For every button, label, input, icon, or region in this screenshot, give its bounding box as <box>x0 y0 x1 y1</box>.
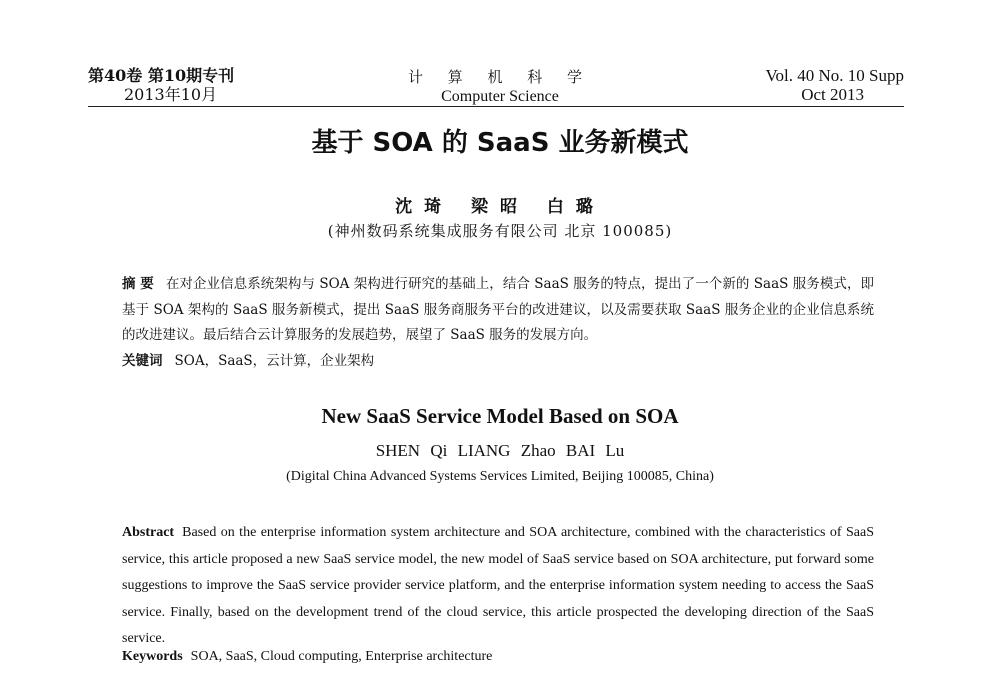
keywords-text-en: SOA, SaaS, Cloud computing, Enterprise architecture <box>190 649 493 664</box>
abstract-text-cn: 在对企业信息系统架构与 SOA 架构进行研究的基础上，结合 SaaS 服务的特点，提出了一个新的 SaaS 服务模式，即基于 SOA 架构的 SaaS 服务新模式，提出 SaaS 服务商服务平台的改进建议，以及需要获取 SaaS 服务企业的企业信息系统的改进建议。最后结合云计算服务的发展趋势，展望了 SaaS 服务的发展方向。 <box>122 276 875 343</box>
authors-en: SHEN Qi LIANG Zhao BAI Lu <box>375 441 625 460</box>
journal-name-cn: 计 算 机 科 学 <box>407 68 593 86</box>
abstract-label-en: Abstract <box>122 525 175 540</box>
abstract-en <box>122 520 874 653</box>
keywords-cn <box>122 349 874 374</box>
paper-title-en: New SaaS Service Model Based on SOA <box>321 404 679 428</box>
abstract-label-cn: 摘 要 <box>122 276 154 292</box>
affiliation-cn: (神州数码系统集成服务有限公司 北京 100085) <box>327 222 673 240</box>
header-divider <box>88 106 904 107</box>
paper-title-cn: 基于 SOA 的 SaaS 业务新模式 <box>311 128 689 158</box>
header-volume-issue: 第40卷 第10期专刊 <box>88 66 235 85</box>
header-volume-info-en <box>765 66 904 104</box>
header-date-en: Oct 2013 <box>801 85 864 104</box>
keywords-label-en: Keywords <box>122 649 183 664</box>
header-volume-en: Vol. 40 No. 10 Supp <box>765 66 904 85</box>
affiliation-en: (Digital China Advanced Systems Services Limited, Beijing 100085, China) <box>286 469 714 484</box>
keywords-en <box>122 644 874 670</box>
keywords-label-cn: 关键词 <box>122 353 163 369</box>
keywords-text-cn: SOA，SaaS，云计算，企业架构 <box>174 353 375 369</box>
abstract-text-en: Based on the enterprise information system architecture and SOA architecture, combined with the characteristics of SaaS service, this article proposed a new SaaS service model, the new model of SaaS service based on SOA architecture, put forward some suggestions to improve the SaaS service provider service platform, and the enterprise information system needing to access the SaaS service. Finally, based on the development trend of the cloud service, this article prospected the developing direction of the SaaS service. <box>122 525 874 646</box>
journal-name-en: Computer Science <box>441 88 559 105</box>
abstract-cn <box>122 272 874 349</box>
header-date-cn: 2013年10月 <box>124 85 218 104</box>
authors-cn: 沈琦 梁昭 白璐 <box>395 197 605 217</box>
